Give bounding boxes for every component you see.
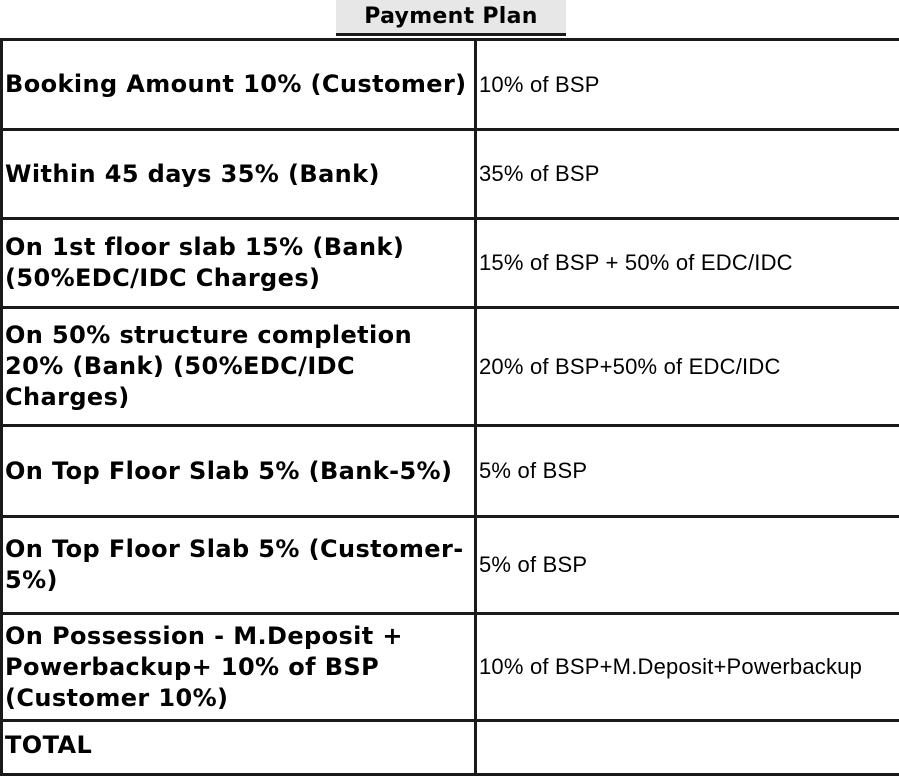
- table-row: [2, 130, 899, 219]
- stage-cell: On 50% structure completion 20% (Bank) (50%EDC/IDC Charges): [2, 308, 476, 426]
- amount-cell: 15% of BSP + 50% of EDC/IDC: [476, 219, 899, 308]
- amount-cell: 5% of BSP: [476, 426, 899, 517]
- table-row: [2, 426, 899, 517]
- total-row: [2, 721, 899, 775]
- table-row: [2, 308, 899, 426]
- stage-cell: On 1st floor slab 15% (Bank) (50%EDC/IDC Charges): [2, 219, 476, 308]
- amount-cell: 5% of BSP: [476, 517, 899, 614]
- amount-cell: 35% of BSP: [476, 130, 899, 219]
- payment-plan-title-box: [336, 0, 566, 36]
- table-row: [2, 219, 899, 308]
- amount-cell: 10% of BSP+M.Deposit+Powerbackup: [476, 614, 899, 721]
- stage-cell: Booking Amount 10% (Customer): [2, 40, 476, 130]
- stage-cell: On Top Floor Slab 5% (Customer-5%): [2, 517, 476, 614]
- stage-cell: On Top Floor Slab 5% (Bank-5%): [2, 426, 476, 517]
- table-row: [2, 40, 899, 130]
- stage-cell: On Possession - M.Deposit + Powerbackup+ 10% of BSP (Customer 10%): [2, 614, 476, 721]
- table-row: [2, 517, 899, 614]
- total-amount-cell: [476, 721, 899, 775]
- stage-cell: Within 45 days 35% (Bank): [2, 130, 476, 219]
- amount-cell: 10% of BSP: [476, 40, 899, 130]
- payment-plan-table: [0, 38, 899, 776]
- amount-cell: 20% of BSP+50% of EDC/IDC: [476, 308, 899, 426]
- table-row: [2, 614, 899, 721]
- total-label-cell: TOTAL: [2, 721, 476, 775]
- page-title: Payment Plan: [364, 4, 538, 29]
